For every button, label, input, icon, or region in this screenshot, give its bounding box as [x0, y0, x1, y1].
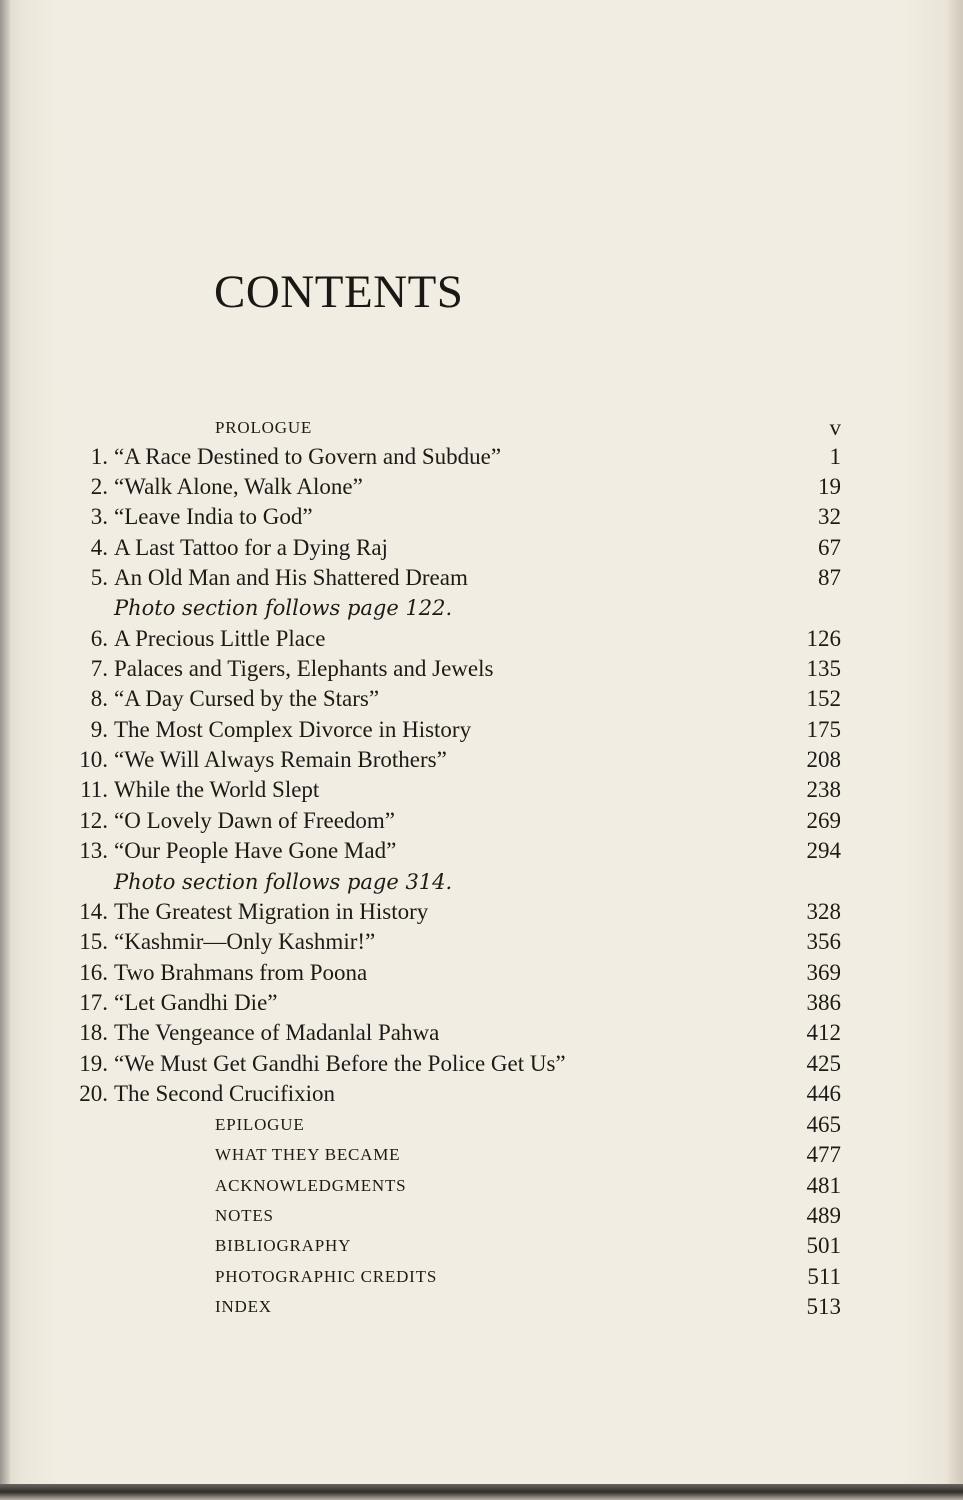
toc-entry — [0, 836, 963, 866]
toc-entry-title: The Greatest Migration in History — [114, 899, 429, 924]
toc-entry-title: Palaces and Tigers, Elephants and Jewels — [114, 656, 494, 681]
toc-entry-title: The Vengeance of Madanlal Pahwa — [114, 1020, 440, 1045]
toc-entry-title: Photo section follows page 122. — [114, 596, 453, 620]
toc-entry — [0, 472, 963, 502]
toc-entry-title: “Our People Have Gone Mad” — [114, 838, 397, 863]
toc-entry — [0, 1079, 963, 1109]
toc-entry-title: NOTES — [215, 1206, 274, 1225]
toc-entry-page: 294 — [806, 838, 841, 863]
toc-entry-page: 135 — [806, 656, 841, 681]
toc-entry-title: “A Day Cursed by the Stars” — [114, 686, 380, 711]
toc-entry-title: ACKNOWLEDGMENTS — [215, 1176, 407, 1195]
toc-entry — [0, 684, 963, 714]
toc-entry-title: PHOTOGRAPHIC CREDITS — [215, 1267, 438, 1286]
toc-entry — [0, 806, 963, 836]
toc-entry-number: 9. — [90, 717, 108, 742]
toc-entry-title: “Walk Alone, Walk Alone” — [114, 474, 363, 499]
toc-entry-number: 7. — [90, 656, 108, 681]
toc-entry-page: 32 — [818, 504, 841, 529]
toc-entry-number: 3. — [90, 504, 108, 529]
toc-entry-page: 511 — [807, 1264, 841, 1289]
toc-entry — [0, 745, 963, 775]
toc-entry-title: Photo section follows page 314. — [114, 870, 453, 894]
toc-entry-page: 386 — [806, 990, 841, 1015]
toc-entry-page: 19 — [818, 474, 841, 499]
toc-entry-page: 481 — [806, 1173, 841, 1198]
toc-entry — [0, 1171, 963, 1201]
toc-entry-number: 5. — [90, 565, 108, 590]
toc-entry-page: 152 — [806, 686, 841, 711]
toc-entry-title: “O Lovely Dawn of Freedom” — [114, 808, 396, 833]
toc-entry — [0, 775, 963, 805]
toc-note — [0, 867, 963, 897]
toc-entry-title: The Most Complex Divorce in History — [114, 717, 472, 742]
toc-entry-page: 501 — [806, 1233, 841, 1258]
toc-entry — [0, 624, 963, 654]
toc-entry — [0, 1262, 963, 1292]
toc-entry — [0, 897, 963, 927]
toc-entry — [0, 958, 963, 988]
toc-entry-page: 356 — [806, 929, 841, 954]
toc-entry-title: EPILOGUE — [215, 1115, 305, 1134]
toc-entry-title: Two Brahmans from Poona — [114, 960, 368, 985]
toc-entry-page: 369 — [806, 960, 841, 985]
toc-note — [0, 593, 963, 623]
page-title: CONTENTS — [214, 266, 464, 318]
toc-entry-page: 175 — [806, 717, 841, 742]
toc-entry-title: An Old Man and His Shattered Dream — [114, 565, 468, 590]
toc-entry-title: The Second Crucifixion — [114, 1081, 336, 1106]
toc-entry — [0, 1018, 963, 1048]
toc-entry-page: 412 — [806, 1020, 841, 1045]
toc-entry — [0, 715, 963, 745]
toc-entry-title: “We Must Get Gandhi Before the Police Get Us” — [114, 1051, 566, 1076]
toc-entry-number: 2. — [90, 474, 108, 499]
toc-entry — [0, 1110, 963, 1140]
toc-entry — [0, 654, 963, 684]
toc-entry — [0, 927, 963, 957]
toc-entry-title: “Let Gandhi Die” — [114, 990, 278, 1015]
toc-entry-number: 1. — [90, 444, 108, 469]
toc-entry-page: 465 — [806, 1112, 841, 1137]
toc-entry — [0, 1049, 963, 1079]
toc-entry-page: 513 — [806, 1294, 841, 1319]
toc-entry-page: 126 — [806, 626, 841, 651]
toc-entry-title: A Last Tattoo for a Dying Raj — [114, 535, 388, 560]
toc-entry-number: 11. — [80, 777, 108, 802]
toc-entry-number: 18. — [79, 1020, 108, 1045]
toc-entry-number: 15. — [79, 929, 108, 954]
toc-entry-title: WHAT THEY BECAME — [215, 1145, 401, 1164]
toc-entry-page: 328 — [806, 899, 841, 924]
toc-entry-page: 67 — [818, 535, 841, 560]
toc-entry-number: 13. — [79, 838, 108, 863]
toc-entry — [0, 502, 963, 532]
toc-entry-number: 20. — [79, 1081, 108, 1106]
toc-entry-number: 14. — [79, 899, 108, 924]
toc-entry — [0, 533, 963, 563]
toc-entry-page: 489 — [806, 1203, 841, 1228]
toc-entry-title: “Leave India to God” — [114, 504, 313, 529]
toc-entry-number: 8. — [90, 686, 108, 711]
toc-entry-page: 1 — [829, 444, 841, 469]
toc-entry-page: 269 — [806, 808, 841, 833]
toc-entry — [0, 1201, 963, 1231]
toc-entry — [0, 563, 963, 593]
toc-entry-title: “A Race Destined to Govern and Subdue” — [114, 444, 502, 469]
toc-entry — [0, 1231, 963, 1261]
toc-entry-title: BIBLIOGRAPHY — [215, 1236, 352, 1255]
toc-entry-title: While the World Slept — [114, 777, 320, 802]
toc-entry-title: “We Will Always Remain Brothers” — [114, 747, 447, 772]
toc-entry-page: 425 — [806, 1051, 841, 1076]
toc-entry-page: 477 — [806, 1142, 841, 1167]
toc-entry-number: 16. — [79, 960, 108, 985]
toc-entry-page: v — [829, 415, 841, 440]
toc-entry-number: 19. — [79, 1051, 108, 1076]
toc-entry-number: 6. — [90, 626, 108, 651]
toc-entry — [0, 1292, 963, 1322]
toc-entry-title: A Precious Little Place — [114, 626, 326, 651]
toc-entry-page: 446 — [806, 1081, 841, 1106]
toc-entry — [0, 442, 963, 472]
toc-entry — [0, 988, 963, 1018]
toc-entry-title: “Kashmir—Only Kashmir!” — [114, 929, 376, 954]
toc-entry-number: 10. — [79, 747, 108, 772]
toc-entry-title: PROLOGUE — [215, 418, 313, 437]
toc-entry-number: 12. — [79, 808, 108, 833]
toc-entry-title: INDEX — [215, 1297, 272, 1316]
toc-entry-number: 17. — [79, 990, 108, 1015]
toc-entry-page: 238 — [806, 777, 841, 802]
toc-entry — [0, 413, 963, 443]
toc-entry — [0, 1140, 963, 1170]
toc-entry-page: 87 — [818, 565, 841, 590]
toc-entry-page: 208 — [806, 747, 841, 772]
toc-entry-number: 4. — [90, 535, 108, 560]
